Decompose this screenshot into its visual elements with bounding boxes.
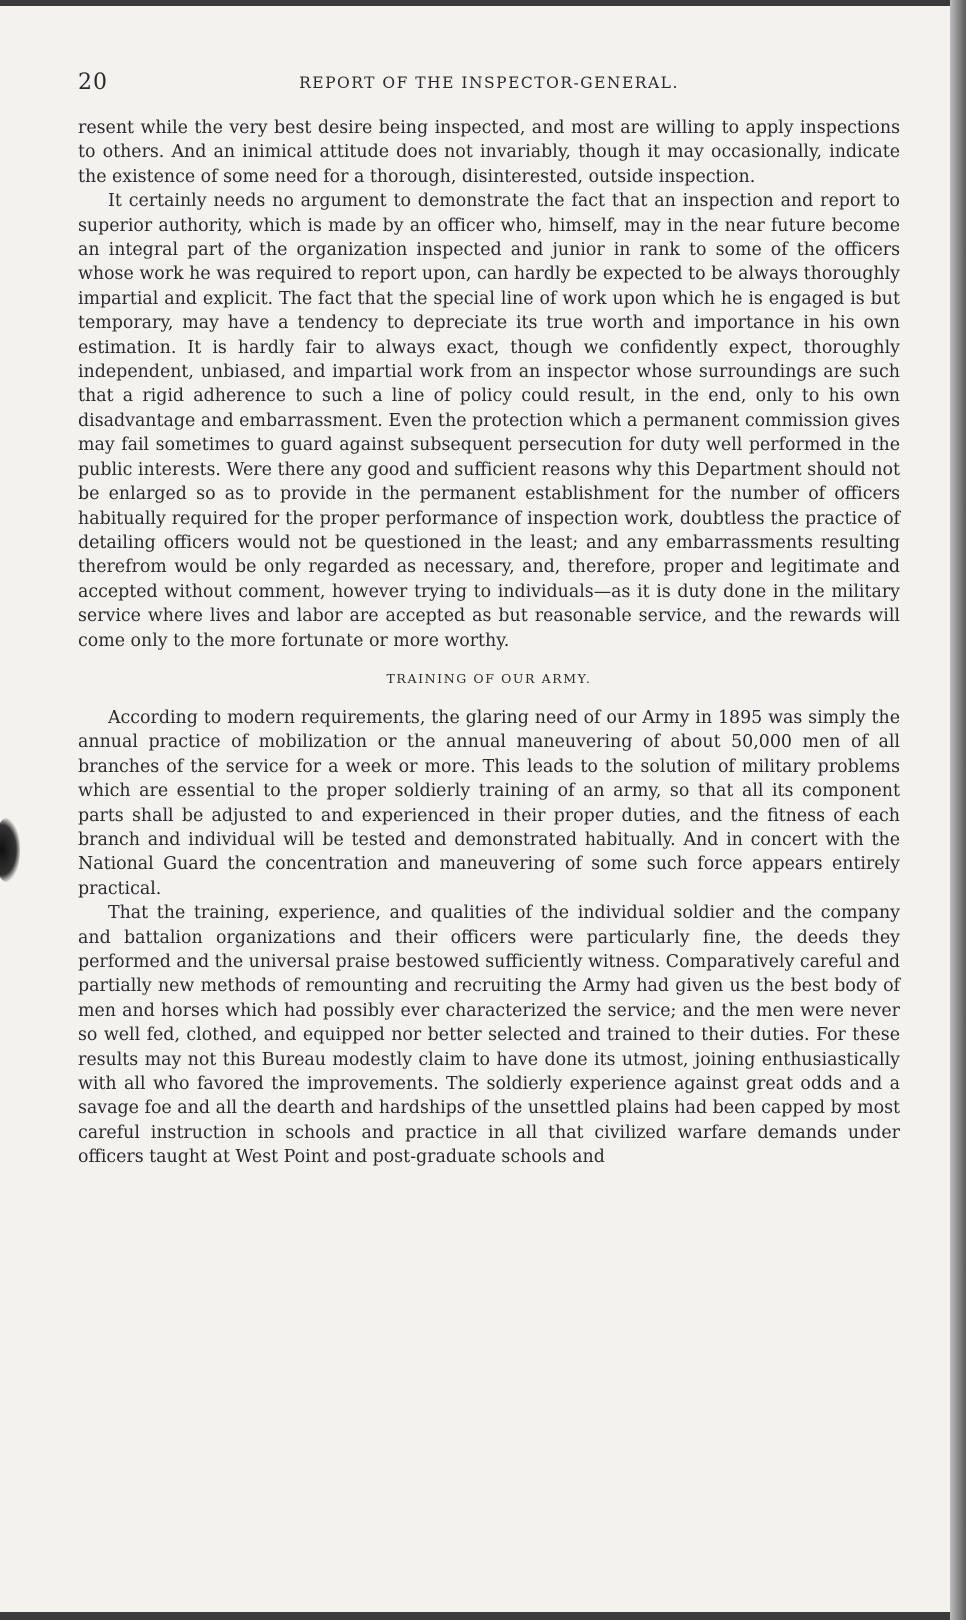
binding-hole-mark <box>0 818 20 882</box>
paragraph-inspection-argument: It certainly needs no argument to demonstrate the fact that an inspection and report to superior authority, which is made by an officer who, himself, may in the near future become an integral part of the organization inspected and junior in rank to some of the officers whose work he was required to report upon, can hardly be expected to be always thoroughly impartial and explicit. The fact that the special line of work upon which he is engaged is but temporary, may have a tendency to depreciate its true worth and importance in his own estimation. It is hardly fair to always exact, though we confidently expect, thoroughly independent, unbiased, and impartial work from an inspector whose surroundings are such that a rigid adherence to such a line of policy could result, in the end, only to his own disadvantage and embarrassment. Even the protection which a permanent commission gives may fail sometimes to guard against subsequent persecution for duty well performed in the public interests. Were there any good and sufficient reasons why this Department should not be enlarged so as to provide in the permanent establishment for the number of officers habitually required for the proper performance of inspection work, doubtless the practice of detailing officers would not be questioned in the least; and any embarrassments resulting therefrom would be only regarded as necessary, and, therefore, proper and legitimate and accepted without comment, however trying to individuals—as it is duty done in the military service where lives and labor are accepted as but reasonable service, and the rewards will come only to the more fortunate or more worthy. <box>78 191 900 651</box>
paragraph-continued: resent while the very best desire being inspected, and most are willing to apply inspections to others. And an inimical attitude does not invariably, though it may occasionally, indicate the existence of some need for a thorough, disinterested, outside inspection. <box>78 118 900 187</box>
section-heading: TRAINING OF OUR ARMY. <box>386 670 592 686</box>
paragraph-modern-requirements: According to modern requirements, the glaring need of our Army in 1895 was simply the annual practice of mobilization or the annual maneuvering of about 50,000 men of all branches of the service for a week or more. This leads to the solution of military problems which are essential to the proper soldierly training of an army, so that all its component parts shall be adjusted to and experienced in their proper duties, and the fitness of each branch and individual will be tested and demonstrated habitually. And in concert with the National Guard the concentration and maneuvering of some such force appears entirely practical. <box>78 707 900 899</box>
scan-top-edge <box>0 0 950 6</box>
page-header <box>78 64 900 100</box>
page-number: 20 <box>78 70 108 95</box>
paragraph-training-experience: That the training, experience, and qualities of the individual soldier and the company and battalion organizations and their officers were particularly fine, the deeds they performed and the universal praise bestowed sufficiently witness. Comparatively careful and partially new methods of remounting and recruiting the Army had given us the best body of men and horses which had possibly ever characterized the service; and the men were never so well fed, clothed, and equipped nor better selected and trained to their duties. For these results may not this Bureau modestly claim to have done its utmost, joining enthusiastically with all who favored the improvements. The soldierly experience against great odds and a savage foe and all the dearth and hardships of the unsettled plains had been capped by most careful instruction in schools and practice in all that civilized warfare demands under officers taught at West Point and post-graduate schools and <box>78 903 900 1168</box>
page-content <box>78 64 900 1170</box>
scan-bottom-edge <box>0 1612 950 1620</box>
scan-right-margin <box>950 0 966 1620</box>
running-head: REPORT OF THE INSPECTOR-GENERAL. <box>299 74 679 92</box>
